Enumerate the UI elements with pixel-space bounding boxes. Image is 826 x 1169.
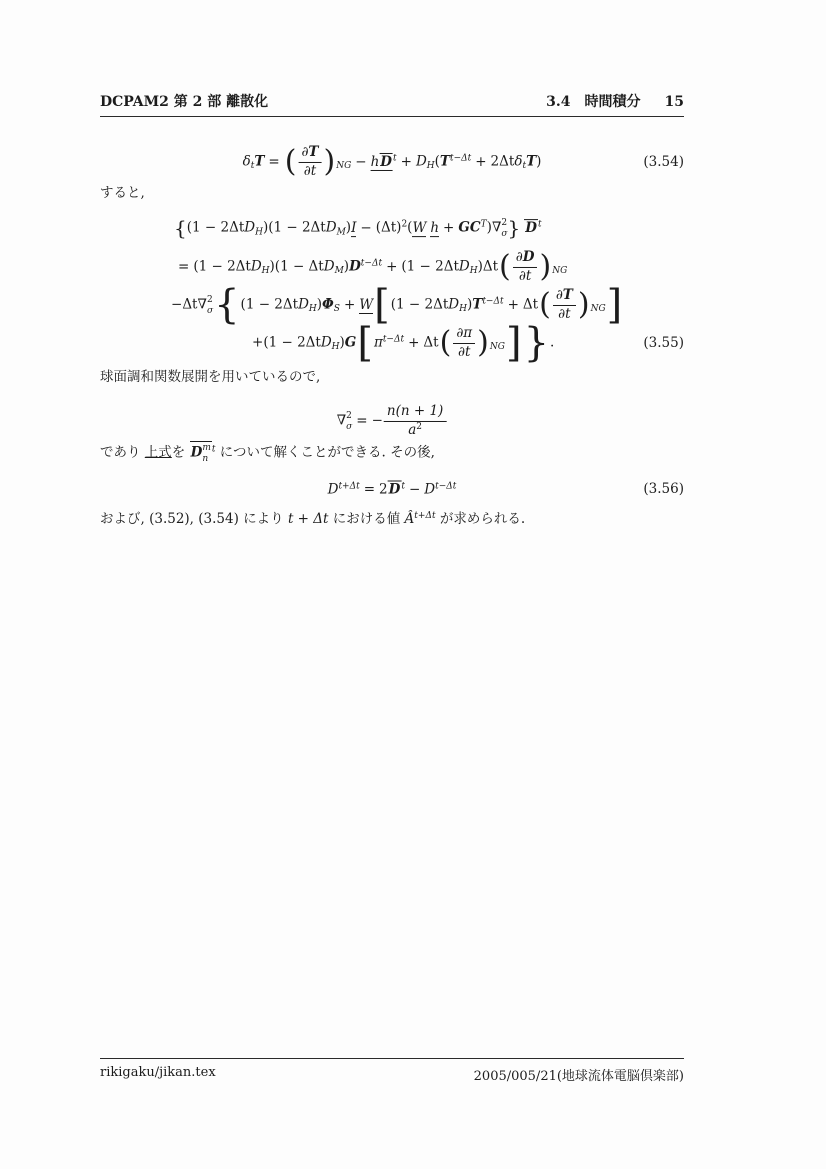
fraction <box>553 288 576 322</box>
math-token: W <box>412 219 427 236</box>
math-token: (1 − 2Δt <box>268 219 326 236</box>
header-section-number: 3.4 <box>546 94 571 110</box>
math-sub: σ <box>346 422 353 432</box>
big-paren-left: ( <box>439 325 452 360</box>
big-paren-right: ) <box>539 249 552 284</box>
math-token: 2Δt <box>490 153 515 170</box>
big-paren-right: ) <box>323 144 336 179</box>
text-run: であり <box>100 444 145 461</box>
math-sup: t <box>393 153 397 164</box>
underline-group <box>430 221 439 237</box>
math-token: ) <box>339 334 345 351</box>
big-brace-left: { <box>214 282 240 328</box>
big-brace-right: } <box>507 216 521 241</box>
math-token: (1 − 2Δt <box>263 334 321 351</box>
big-bracket-right: ] <box>505 320 522 366</box>
big-paren-left: ( <box>539 287 551 322</box>
math-token: Δt <box>522 296 539 313</box>
math-sub: H <box>308 304 317 315</box>
math-operator: − <box>360 219 372 236</box>
math-token: ) <box>269 258 275 275</box>
math-sup: t+Δt <box>414 511 436 522</box>
math-sup: t−Δt <box>435 481 457 492</box>
math-sub: H <box>331 342 340 353</box>
fraction-numerator <box>453 326 475 344</box>
fraction-denominator: ∂t <box>558 305 571 322</box>
math-token: ) <box>345 219 352 236</box>
math-sub: σ <box>206 306 214 316</box>
math-sub: t <box>250 161 255 172</box>
fraction-denominator: ∂t <box>458 343 471 360</box>
equation-356 <box>328 481 457 498</box>
math-token: ∂ <box>301 143 309 160</box>
equation-355-line4 <box>252 320 555 366</box>
math-sup: 2 <box>401 219 408 230</box>
math-token: ) <box>466 296 473 313</box>
math-sup: t <box>537 219 542 230</box>
big-bracket-right: ] <box>606 282 623 328</box>
math-sub: M <box>336 227 346 238</box>
big-paren-left: ( <box>499 249 511 284</box>
math-sub: σ <box>501 229 508 240</box>
math-token: Δt <box>182 296 198 313</box>
math-token: (Δt) <box>375 219 402 236</box>
equation-356-number: (3.56) <box>643 481 684 497</box>
math-token: Δt <box>423 334 439 351</box>
math-token: ) <box>536 153 542 170</box>
math-token: T <box>562 286 573 303</box>
paragraph-oyobi <box>100 509 525 529</box>
math-sub: H <box>255 227 263 238</box>
math-operator: + <box>475 153 487 170</box>
math-token: a <box>408 421 417 438</box>
math-token: t + Δt <box>287 511 329 527</box>
sub-sup-stack <box>207 295 213 317</box>
math-token: T <box>526 153 537 170</box>
text-run: について解くことができる. その後, <box>215 444 435 461</box>
header-section-group <box>546 91 684 111</box>
big-brace-right: } <box>523 320 550 366</box>
fraction <box>298 145 321 179</box>
math-token-scriptD: D <box>323 258 335 275</box>
math-sub: t <box>522 161 527 172</box>
math-token: ∇ <box>336 412 347 429</box>
math-token: D <box>349 258 361 275</box>
header-chapter-title: DCPAM2 第 2 部 離散化 <box>100 94 269 110</box>
math-operator: + <box>252 334 264 351</box>
math-sub: n <box>202 453 209 464</box>
math-sub: H <box>261 266 270 277</box>
math-sub: NG <box>590 304 606 315</box>
math-operator: + <box>343 296 356 313</box>
math-token: D <box>424 481 436 498</box>
fraction <box>384 404 446 438</box>
math-sup: t−Δt <box>382 334 405 345</box>
math-operator: + <box>443 219 455 236</box>
big-bracket-left: [ <box>374 282 390 328</box>
math-token: 2 <box>379 481 388 498</box>
sub-sup-stack <box>346 411 352 433</box>
math-sub: H <box>426 161 435 172</box>
math-token: (1 − 2Δt <box>401 258 459 275</box>
math-operator: + <box>408 334 420 351</box>
math-sup: 2 <box>416 421 422 432</box>
equation-nabla <box>337 404 448 438</box>
footer-source-file: rikigaku/jikan.tex <box>100 1065 216 1080</box>
math-token: T <box>472 296 483 313</box>
math-operator: + <box>507 296 519 313</box>
math-token-scriptD: D <box>250 258 262 275</box>
fraction-numerator <box>298 145 321 163</box>
math-token-scriptD: D <box>320 334 332 351</box>
math-sup: 2 <box>346 411 352 422</box>
math-operator: − <box>371 412 383 429</box>
fraction-denominator <box>384 422 446 439</box>
math-token: (1 − 2Δt <box>193 258 251 275</box>
math-token: (1 − Δt <box>274 258 324 275</box>
math-operator: − <box>171 296 183 313</box>
math-token: δ <box>242 153 251 170</box>
fraction <box>513 250 538 284</box>
fraction <box>453 326 475 360</box>
math-sub: NG <box>552 266 568 277</box>
math-token: π <box>373 334 383 351</box>
math-token-scriptD: D <box>325 219 337 236</box>
equation-355-line3 <box>171 282 623 328</box>
equation-355-line2 <box>174 250 567 284</box>
math-operator: = <box>356 412 368 429</box>
big-bracket-left: [ <box>357 320 373 366</box>
fraction-denominator: ∂t <box>303 162 317 179</box>
math-operator: = <box>178 258 190 275</box>
math-sup: T <box>480 219 487 230</box>
math-token: ( <box>434 153 440 170</box>
page-content <box>100 0 684 1169</box>
math-operator: + <box>400 153 412 170</box>
fraction-denominator: ∂t <box>518 267 532 284</box>
underline-group <box>359 298 373 314</box>
math-sup: 2 <box>501 218 508 229</box>
paragraph-suruto: すると, <box>100 185 145 201</box>
math-token-scriptD: D <box>298 296 309 313</box>
overline-group: D <box>380 153 392 170</box>
math-token: T <box>439 153 450 170</box>
sub-sup-stack <box>202 443 211 465</box>
underline-group <box>412 221 426 237</box>
math-token: ) <box>316 296 323 313</box>
fraction-numerator <box>553 288 576 306</box>
big-paren-left: ( <box>284 144 297 179</box>
math-token: π <box>463 324 473 341</box>
math-token: Â <box>404 511 415 527</box>
math-token: ∂ <box>515 248 523 265</box>
math-token: Φ <box>322 296 334 313</box>
underline-group <box>371 153 393 171</box>
math-sup: t−Δt <box>360 258 383 269</box>
math-sub: NG <box>336 161 352 172</box>
math-token: T <box>308 143 319 160</box>
text-run: が求められる. <box>435 511 526 527</box>
math-sup: t <box>211 444 216 455</box>
math-token: G <box>344 334 357 351</box>
big-brace-left: { <box>174 216 187 241</box>
math-token: T <box>254 153 265 170</box>
math-token: I <box>351 219 357 236</box>
math-token-scriptD: D <box>458 258 470 275</box>
equation-355-line1 <box>174 218 542 240</box>
header-page-number: 15 <box>664 94 684 110</box>
math-token: D <box>522 248 535 265</box>
underline-group <box>351 221 356 237</box>
math-token: (1 − 2Δt <box>186 219 245 236</box>
math-token: ) <box>486 219 492 236</box>
math-token: ∂ <box>555 286 563 303</box>
math-operator: − <box>408 481 421 498</box>
text-run: における値 <box>328 511 405 527</box>
math-token: ) <box>262 219 269 236</box>
fraction-numerator: n(n + 1) <box>384 404 446 422</box>
overline-group <box>190 441 212 465</box>
math-token: ( <box>407 219 413 236</box>
header-section-title: 時間積分 <box>584 94 641 110</box>
math-token: ) <box>343 258 350 275</box>
math-operator: = <box>268 153 280 170</box>
math-operator: = <box>363 481 376 498</box>
math-token: ) <box>477 258 483 275</box>
big-paren-right: ) <box>577 287 590 322</box>
math-operator: + <box>386 258 398 275</box>
math-sub: NG <box>489 342 505 353</box>
math-token: (1 − 2Δt <box>240 296 299 313</box>
math-sub: S <box>333 304 340 315</box>
text-run: および, (3.52), (3.54) により <box>100 511 288 527</box>
math-token: W <box>359 296 374 313</box>
math-token-scriptD: D <box>448 296 460 313</box>
paragraph-deari <box>100 441 435 465</box>
math-sub: H <box>459 304 467 315</box>
math-sup: t−Δt <box>449 153 472 164</box>
math-sup: t <box>401 481 405 492</box>
math-token: Δt <box>482 258 499 275</box>
math-token: ∂ <box>456 324 464 341</box>
math-token: C <box>469 219 481 236</box>
math-token-scriptD: D <box>244 219 256 236</box>
math-sup: 2 <box>206 295 213 306</box>
math-sub: M <box>334 266 344 277</box>
overline-group: D <box>388 481 401 498</box>
math-token: ∇ <box>491 219 502 236</box>
big-paren-right: ) <box>477 325 489 360</box>
fraction-numerator <box>513 250 538 268</box>
math-token: . <box>550 334 555 351</box>
math-sub: H <box>469 266 478 277</box>
text-run: を <box>171 444 190 461</box>
math-sup: m <box>202 443 211 453</box>
math-token: D <box>190 444 203 461</box>
math-operator: − <box>355 153 367 170</box>
page-header <box>100 91 684 117</box>
paragraph-spherical: 球面調和関数展開を用いているので, <box>100 369 321 385</box>
equation-354 <box>243 145 542 179</box>
math-token: D <box>327 481 339 498</box>
math-token: ∇ <box>197 296 207 313</box>
math-token: δ <box>514 153 523 170</box>
page-footer <box>100 1058 684 1084</box>
reference-link[interactable]: 上式 <box>144 444 172 461</box>
math-sup: t−Δt <box>482 296 504 307</box>
math-token: h <box>430 219 440 236</box>
overline-group: D <box>525 219 537 236</box>
footer-date-credit: 2005/005/21(地球流体電脳倶楽部) <box>473 1069 684 1084</box>
equation-355-number: (3.55) <box>643 335 684 351</box>
equation-354-number: (3.54) <box>643 154 684 170</box>
math-token: h <box>370 153 380 170</box>
math-token-scriptD: D <box>415 153 427 170</box>
math-sup: t+Δt <box>338 481 360 492</box>
math-token: (1 − 2Δt <box>390 296 449 313</box>
math-token: G <box>458 219 470 236</box>
